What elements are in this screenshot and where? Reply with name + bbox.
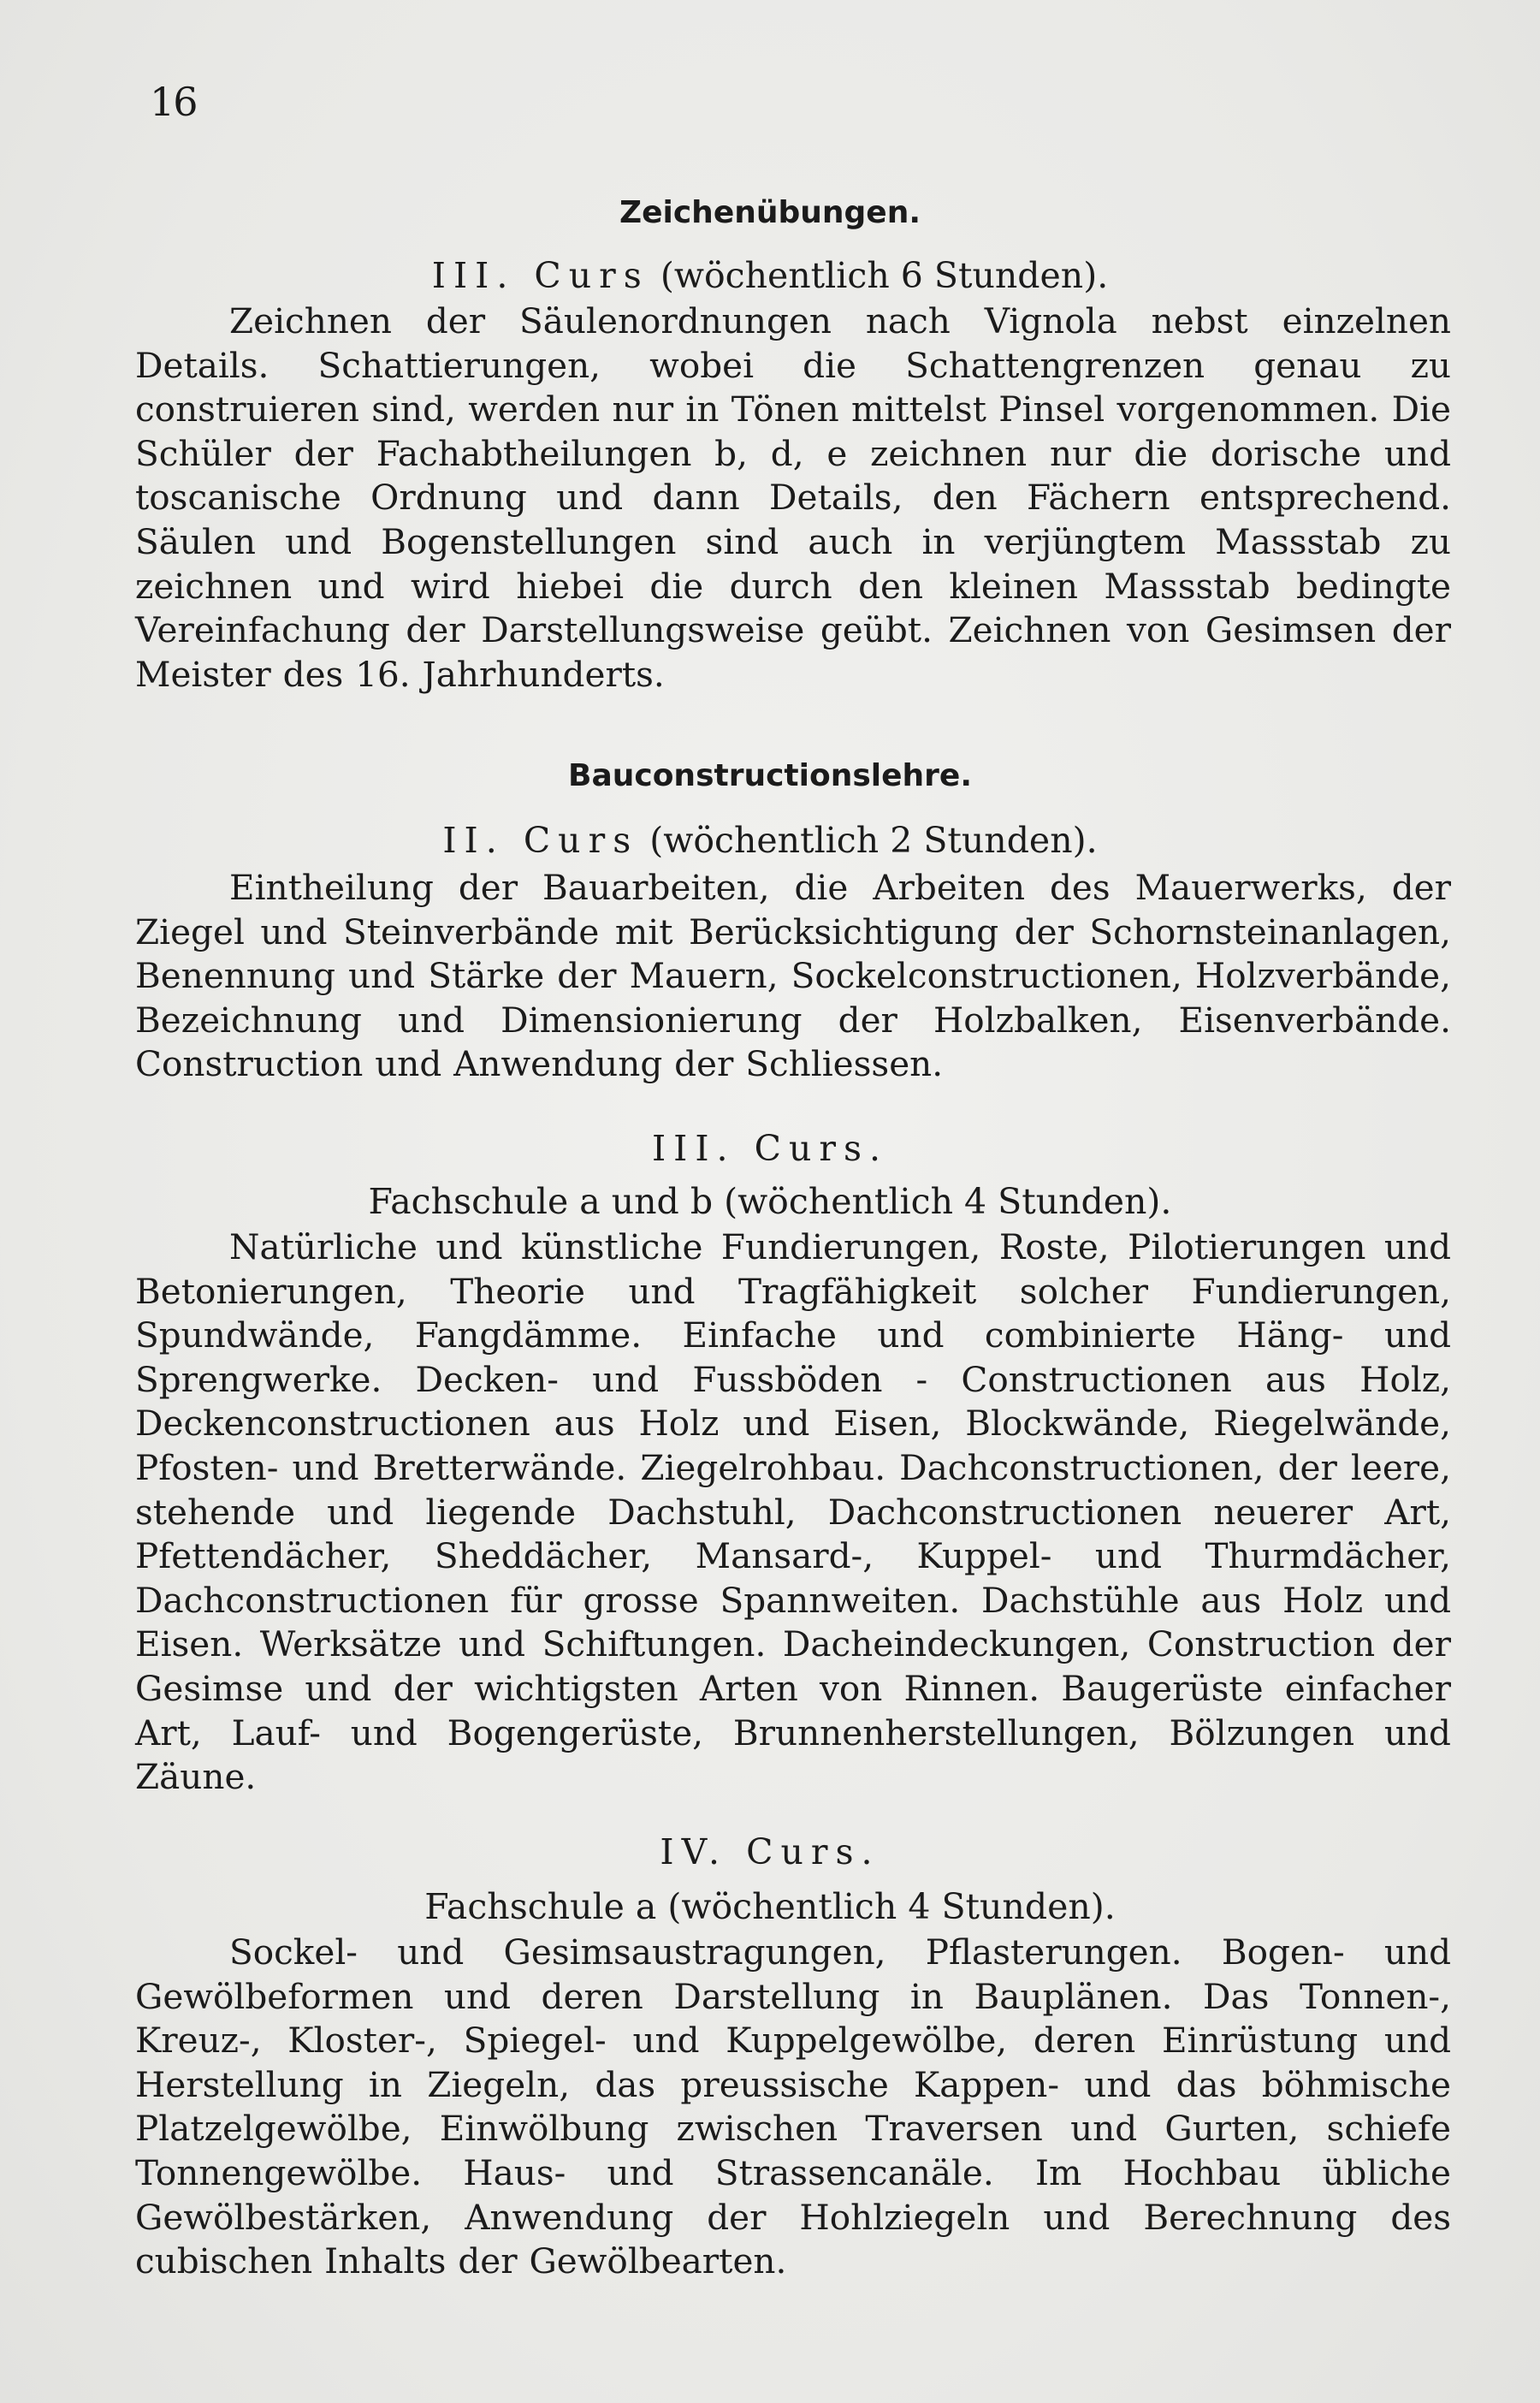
course-heading-bau-ii [0, 820, 1540, 861]
paragraph-zeichnen-iii: Zeichnen der Säulenordnungen nach Vignola nebst einzelnen Details. Schattierungen, wobei die Schattengrenzen genau zu construieren sind, werden nur in Tönen mittelst Pinsel vorgenommen. Die Schüler der Fachabtheilungen b, d, e zeichnen nur die dorische und toscanische Ordnung und dann Details, den Fächern entsprechend. Säulen und Bogenstellungen sind auch in verjüngtem Massstab zu zeichnen und wird hiebei die durch den kleinen Massstab bedingte Vereinfachung der Darstellungsweise geübt. Zeichnen von Gesimsen der Meister des 16. Jahrhunderts. [135, 300, 1451, 695]
course-subheading-bau-iv: Fachschule a (wöchentlich 4 Stunden). [424, 1886, 1116, 1927]
course-subheading-bau-iii: Fachschule a und b (wöchentlich 4 Stunden). [368, 1181, 1172, 1222]
paragraph-bau-ii: Eintheilung der Bauarbeiten, die Arbeiten des Mauerwerks, der Ziegel und Steinverbände mit Berücksichtigung der Schornsteinanlagen, Benennung und Stärke der Mauern, Sockelconstructionen, Holzverbände, Bezeichnung und Dimensionierung der Holzbalken, Eisenverbände. Construction und Anwendung der Schliessen. [135, 867, 1451, 1085]
course-note: (wöchentlich 6 Stunden). [660, 255, 1109, 296]
course-label: II. Curs [442, 820, 639, 861]
course-heading-bau-iii [0, 1128, 1540, 1169]
course-label: III. Curs [431, 255, 649, 296]
paragraph-bau-iii: Natürliche und künstliche Fundierungen, Roste, Pilotierungen und Betonierungen, Theorie und Tragfähigkeit solcher Fundierungen, Spundwände, Fangdämme. Einfache und combinierte Häng- und Sprengwerke. Decken- und Fussböden - Constructionen aus Holz, Deckenconstructionen aus Holz und Eisen, Blockwände, Riegelwände, Pfosten- und Bretterwände. Ziegelrohbau. Dachconstructionen, der leere, stehende und liegende Dachstuhl, Dachconstructionen neuerer Art, Pfettendächer, Sheddächer, Mansard-, Kuppel- und Thurmdächer, Dachconstructionen für grosse Spannweiten. Dachstühle aus Holz und Eisen. Werksätze und Schiftungen. Dacheindeckungen, Construction der Gesimse und der wichtigsten Arten von Rinnen. Baugerüste einfacher Art, Lauf- und Bogengerüste, Brunnenherstellungen, Bölzungen und Zäune. [135, 1226, 1451, 1798]
paragraph-bau-iv: Sockel- und Gesimsaustragungen, Pflasterungen. Bogen- und Gewölbeformen und deren Darstellung in Bauplänen. Das Tonnen-, Kreuz-, Kloster-, Spiegel- und Kuppelgewölbe, deren Einrüstung und Herstellung in Ziegeln, das preussische Kappen- und das böhmische Platzelgewölbe, Einwölbung zwischen Traversen und Gurten, schiefe Tonnengewölbe. Haus- und Strassencanäle. Im Hochbau übliche Gewölbestärken, Anwendung der Hohlziegeln und Berechnung des cubischen Inhalts der Gewölbearten. [135, 1931, 1451, 2282]
section-heading-zeichenuebungen: Zeichenübungen. [619, 195, 921, 230]
course-heading-bau-iv [0, 1831, 1540, 1872]
course-label: III. Curs. [651, 1128, 889, 1169]
page-number: 16 [150, 79, 197, 125]
course-label: IV. Curs. [660, 1831, 880, 1872]
section-heading-bauconstructionslehre: Bauconstructionslehre. [568, 758, 972, 793]
course-heading-zeichnen-iii [0, 255, 1540, 296]
course-note: (wöchentlich 2 Stunden). [649, 820, 1098, 861]
